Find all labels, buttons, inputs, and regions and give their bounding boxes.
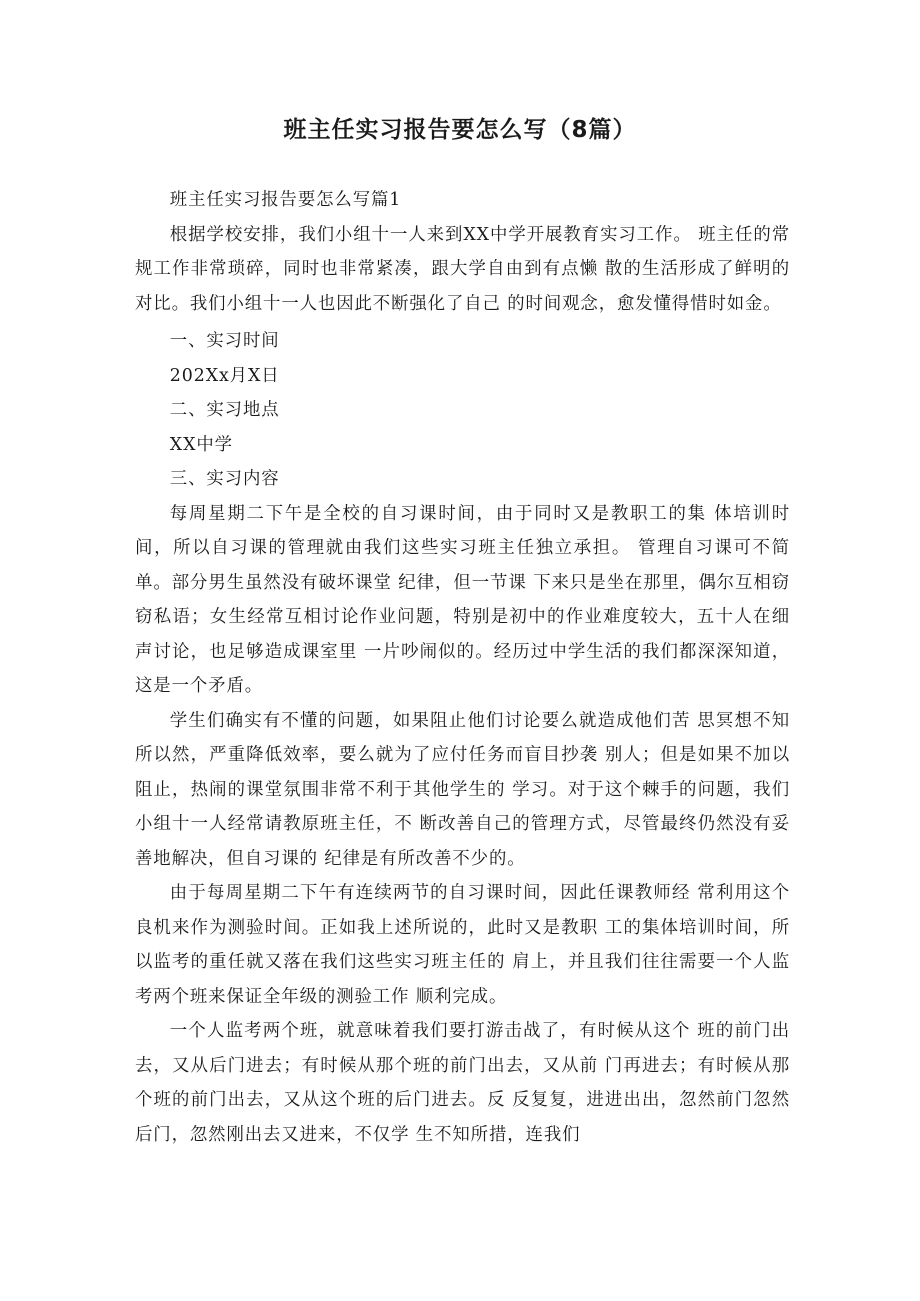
- paragraph: 学生们确实有不懂的问题，如果阻止他们讨论要么就造成他们苦 思冥想不知所以然，严重降低效率，要么就为了应付任务而盲目抄袭 别人；但是如果不加以阻止，热闹的课堂氛围非常不利于其他学生的 学习。对于这个棘手的问题，我们小组十一人经常请教原班主任，不 断改善自己的管理方式，尽管最终仍然没有妥善地解决，但自习课的 纪律是有所改善不少的。: [135, 710, 790, 869]
- list-heading-content: 三、实习内容: [169, 469, 280, 489]
- list-heading-time: 一、实习时间: [169, 331, 280, 351]
- section-heading: 班主任实习报告要怎么写篇1: [169, 190, 402, 210]
- paragraph: 由于每周星期二下午有连续两节的自习课时间，因此任课教师经 常利用这个良机来作为测验时间。正如我上述所说的，此时又是教职 工的集体培训时间，所以监考的重任就又落在我们这些实习班主任的 肩上，并且我们往往需要一个人监考两个班来保证全年级的测验工作 顺利完成。: [135, 883, 790, 1007]
- list-heading-location: 二、实习地点: [169, 400, 280, 420]
- document-body: [135, 183, 790, 1152]
- paragraph: 一个人监考两个班，就意味着我们要打游击战了，有时候从这个 班的前门出去，又从后门进去；有时候从那个班的前门出去，又从前 门再进去；有时候从那个班的前门出去，又从这个班的后门进去。反 反复复，进进出出，忽然前门忽然后门，忽然刚出去又进来，不仅学 生不知所措，连我们: [135, 1021, 790, 1145]
- internship-location: XX中学: [169, 434, 233, 455]
- paragraph: 每周星期二下午是全校的自习课时间，由于同时又是教职工的集 体培训时间，所以自习课的管理就由我们这些实习班主任独立承担。 管理自习课可不简单。部分男生虽然没有破坏课堂 纪律，但一节课 下来只是坐在那里，偶尔互相窃窃私语；女生经常互相讨论作业问题，特别是初中的作业难度较大，五十人在细声讨论，也足够造成课室里 一片吵闹似的。经历过中学生活的我们都深深知道，这是一个矛盾。: [135, 503, 790, 696]
- document-title: 班主任实习报告要怎么写（8篇）: [283, 117, 637, 143]
- internship-date: 202Xx月X日: [169, 365, 280, 386]
- paragraph: 根据学校安排，我们小组十一人来到XX中学开展教育实习工作。 班主任的常规工作非常琐碎，同时也非常紧凑，跟大学自由到有点懒 散的生活形成了鲜明的对比。我们小组十一人也因此不断强化了自己 的时间观念，愈发懂得惜时如金。: [135, 224, 790, 314]
